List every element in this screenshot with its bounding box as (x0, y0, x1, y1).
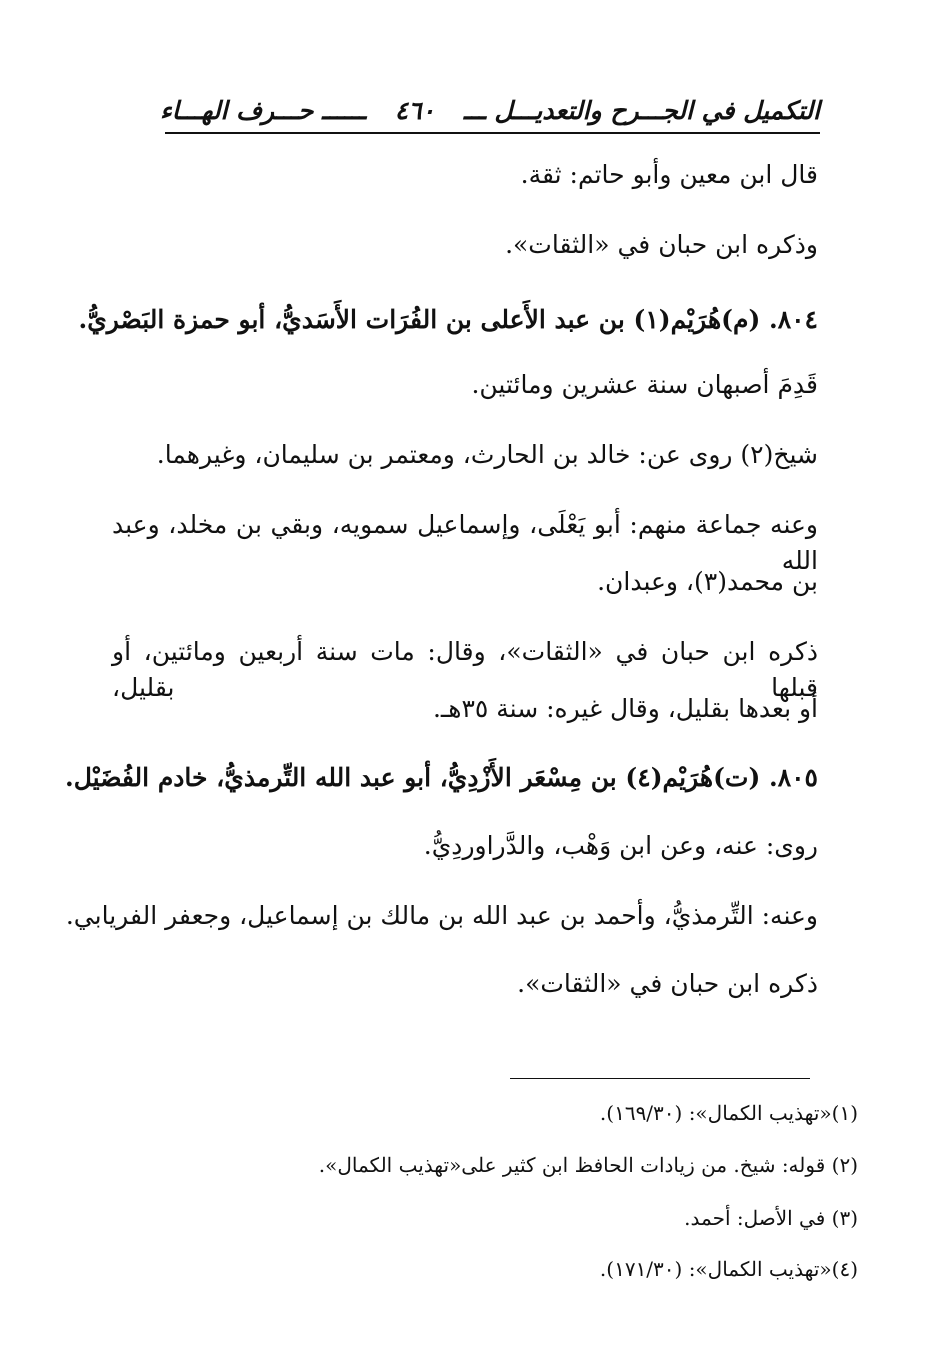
body-line: وعنه: التِّرمذيُّ، وأحمد بن عبد الله بن مالك بن إسماعيل، وجعفر الفريابي. (65, 901, 818, 930)
body-line: وعنه جماعة منهم: أبو يَعْلَى، وإسماعيل سمويه، وبقي بن مخلد، وعبد الله (112, 510, 818, 575)
header-page-number: ٤٦٠ (394, 95, 435, 125)
entry-heading-804: ٨٠٤. (م)هُرَيْم(١) بن عبد الأَعلى بن الفُرَات الأَسَديُّ، أبو حمزة البَصْريُّ. (78, 305, 818, 334)
body-line: ذكره ابن حبان في «الثقات». (517, 969, 818, 998)
body-line: قال ابن معين وأبو حاتم: ثقة. (520, 160, 818, 189)
header-chapter: ــــــ حـــرف الهـــاء (160, 95, 366, 125)
header-book-title: التكميل في الجـــرح والتعديـــل ـــ (463, 95, 820, 125)
entry-heading-805: ٨٠٥. (ت)هُرَيْم(٤) بن مِسْعَر الأَزْدِيُّ، أبو عبد الله التِّرمذيُّ، خادم الفُضَيْل. (65, 763, 818, 792)
footnote-1: (١)«تهذيب الكمال»: (١٦٩/٣٠). (599, 1101, 858, 1125)
body-line: ذكره ابن حبان في «الثقات»، وقال: مات سنة أربعين ومائتين، أو قبلها بقليل، (112, 637, 818, 702)
body-line: شيخ(٢) روى عن: خالد بن الحارث، ومعتمر بن سليمان، وغيرهما. (156, 440, 818, 469)
body-line: روى: عنه، وعن ابن وَهْب، والدَّراوردِيُّ. (423, 831, 818, 860)
body-line: أو بعدها بقليل، وقال غيره: سنة ٣٥هـ. (432, 694, 818, 723)
page-header (160, 88, 820, 132)
footnote-2: (٢) قوله: شيخ. من زيادات الحافظ ابن كثير على«تهذيب الكمال». (318, 1153, 858, 1177)
body-line: بن محمد(٣)، وعبدان. (597, 567, 818, 596)
footnote-4: (٤)«تهذيب الكمال»: (١٧١/٣٠). (599, 1257, 858, 1281)
header-rule (165, 132, 820, 134)
footnote-3: (٣) في الأصل: أحمد. (684, 1206, 858, 1230)
footnote-rule (510, 1078, 810, 1079)
body-line: وذكره ابن حبان في «الثقات». (505, 230, 818, 259)
body-line: قَدِمَ أصبهان سنة عشرين ومائتين. (471, 370, 818, 399)
